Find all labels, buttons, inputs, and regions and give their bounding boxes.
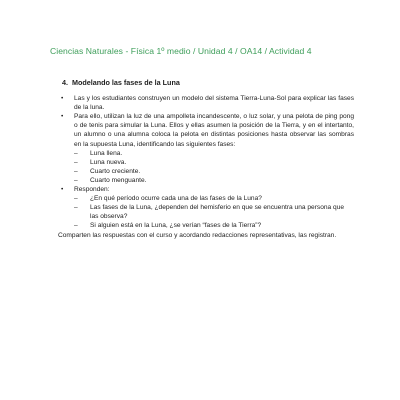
question-item: – Las fases de la Luna, ¿dependen del hemisferio en que se encuentra una persona que las observa? [58, 203, 354, 221]
phase-item: – Luna llena. [58, 149, 354, 158]
respond-label: • Responden: [58, 185, 354, 194]
question-item: – Si alguien está en la Luna, ¿se verían “fases de la Tierra”? [58, 221, 354, 230]
section-title: Modelando las fases de la Luna [72, 78, 180, 87]
section-heading [62, 78, 354, 87]
phase-item: – Luna nueva. [58, 158, 354, 167]
breadcrumb: Ciencias Naturales - Física 1º medio / Unidad 4 / OA14 / Actividad 4 [50, 46, 312, 56]
phase-item: – Cuarto creciente. [58, 167, 354, 176]
question-item: – ¿En qué período ocurre cada una de las fases de la Luna? [58, 194, 354, 203]
section-number: 4. [62, 78, 68, 87]
list-item: • Las y los estudiantes construyen un modelo del sistema Tierra-Luna-Sol para explicar las fases de la luna. [58, 94, 354, 112]
activity-content [58, 78, 354, 240]
phase-item: – Cuarto menguante. [58, 176, 354, 185]
closing-paragraph: Comparten las respuestas con el curso y acordando redacciones representativas, las registran. [58, 231, 337, 239]
list-item: • Para ello, utilizan la luz de una ampolleta incandescente, o luz solar, y una pelota de ping pong o de tenis para simular la Luna. Ellos y ellas asumen la posición de la Tierra, y en el intertanto, un alumno o una alumna coloca la pelota en distintas posiciones hasta observar las sombras en la supuesta Luna, identificando las siguientes fases: [58, 112, 354, 148]
